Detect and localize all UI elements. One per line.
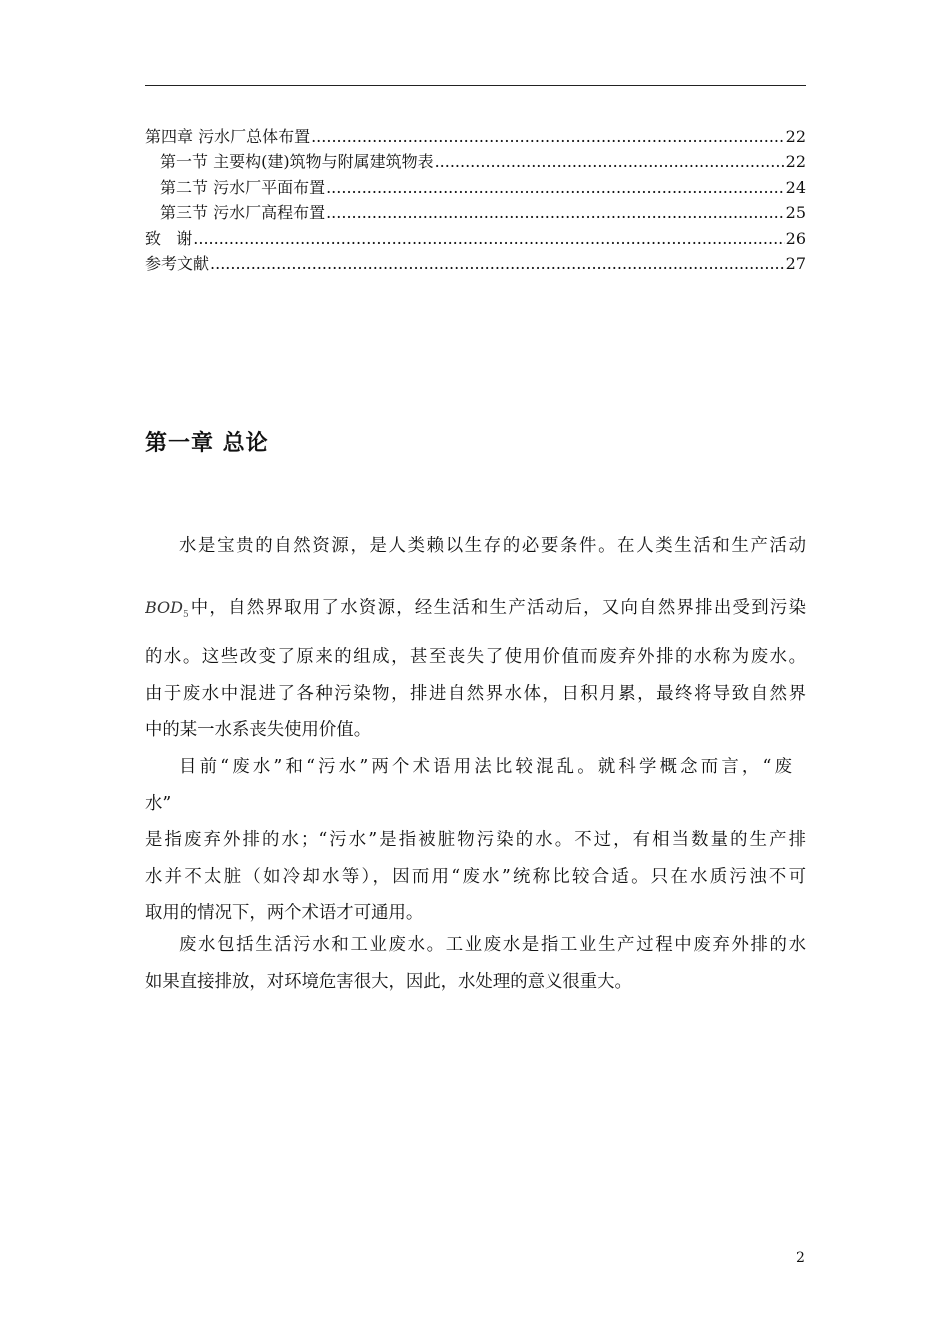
toc-entry-title: 第四章 污水厂总体布置 [145,127,311,146]
toc-entry-page: 26 [785,228,806,248]
page-number: 2 [796,1250,805,1266]
paragraph-2 [145,749,806,932]
text-line: 废水包括生活污水和工业废水。工业废水是指工业生产过程中废弃外排的水 [179,935,806,955]
toc-entry[interactable] [145,175,806,200]
text-line: 水是宝贵的自然资源，是人类赖以生存的必要条件。在人类生活和生产活动 [179,536,806,556]
toc-leader-dots [435,149,785,174]
toc-entry-title: 第三节 污水厂高程布置 [160,203,326,223]
toc-entry-page: 22 [785,127,806,146]
toc-leader-dots [210,251,785,276]
text-line: 水并不太脏（如冷却水等），因而用“废水”统称比较合适。只在水质污浊不可 [145,866,806,887]
text-line: 水” [145,793,172,814]
toc-entry[interactable] [145,226,806,251]
toc-entry-page: 24 [785,177,806,197]
text-line: 中的某一水系丧失使用价值。 [145,720,372,740]
toc-entry[interactable] [145,251,806,276]
toc-leader-dots [326,175,785,200]
toc-entry-page: 27 [785,253,806,273]
text-line: 取用的情况下，两个术语才可通用。 [145,903,424,923]
toc-entry-page: 22 [785,152,806,172]
toc-entry-page: 25 [785,203,806,223]
paragraph-1-cont [145,590,806,627]
text-line: 由于废水中混进了各种污染物，排进自然界水体，日积月累，最终将导致自然界 [145,683,806,704]
table-of-contents [145,124,806,276]
toc-leader-dots [193,226,784,251]
text-line: 目前“废水”和“污水”两个术语用法比较混乱。就科学概念而言，“废 [179,757,792,777]
toc-leader-dots [326,200,785,225]
text-line: 的水。这些改变了原来的组成，甚至丧失了使用价值而废弃外排的水称为废水。 [145,647,806,667]
toc-entry[interactable] [145,124,806,149]
toc-entry-title: 第一节 主要构(建)筑物与附属建筑物表 [160,152,434,172]
toc-entry-title: 参考文献 [145,253,210,273]
toc-entry[interactable] [145,149,806,174]
text-line-with-formula [145,590,806,627]
chapter-title: 第一章 总论 [145,430,269,456]
paragraph-3 [145,927,806,1000]
toc-leader-dots [311,124,785,149]
toc-entry[interactable] [145,200,806,225]
text-line: 如果直接排放，对环境危害很大，因此，水处理的意义很重大。 [145,971,632,992]
text-line: 是指废弃外排的水；“污水”是指被脏物污染的水。不过，有相当数量的生产排 [145,830,806,850]
paragraph-1 [145,528,806,565]
header-rule [145,85,806,86]
paragraph-1-rest [145,639,806,749]
text-line: 中，自然界取用了水资源，经生活和生产活动后，又向自然界排出受到污染 [190,598,806,618]
toc-entry-title: 致 谢 [145,228,193,248]
toc-entry-title: 第二节 污水厂平面布置 [160,177,326,197]
bod5-formula: $BOD_5$ [145,598,189,621]
